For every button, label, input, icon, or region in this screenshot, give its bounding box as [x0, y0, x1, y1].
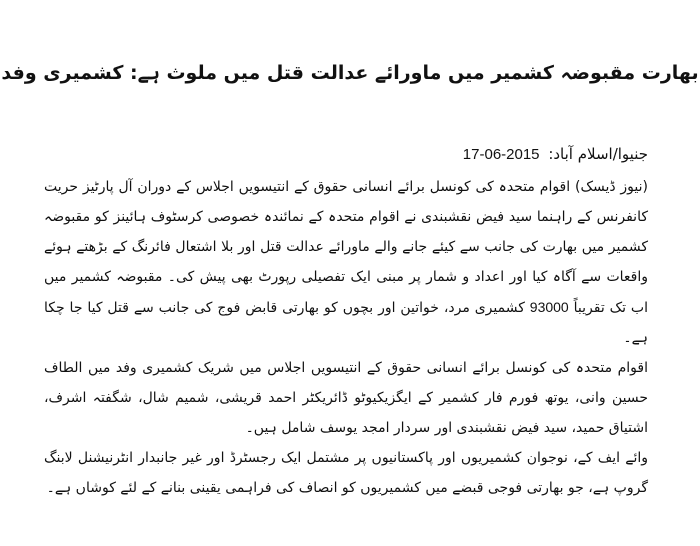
- article-body: [44, 172, 648, 503]
- paragraph-2: اقوام متحدہ کی کونسل برائے انسانی حقوق کے انتیسویں اجلاس میں شریک کشمیری وفد میں الطاف حسین وانی، یوتھ فورم فار کشمیر کے ایگزیکیوٹو ڈائریکٹر احمد قریشی، شمیم شال، شگفتہ اشرف، اشتیاق حمید، سید فیض نقشبندی اور سردار امجد یوسف شامل ہیں۔: [44, 360, 648, 436]
- paragraph-3: وائے ایف کے، نوجوان کشمیریوں اور پاکستانیوں پر مشتمل ایک رجسٹرڈ اور غیر جانبدار انٹرنیشنل لابنگ گروپ ہے، جو بھارتی فوجی قبضے میں کشمیریوں کو انصاف کی فراہمی یقینی بنانے کے لئے کوشاں ہے۔: [44, 450, 648, 496]
- dateline-date: 17-06-2015: [462, 146, 540, 163]
- casualty-count: 93000: [529, 299, 569, 315]
- dateline: [463, 143, 648, 166]
- article-headline: بھارت مقبوضہ کشمیر میں ماورائے عدالت قتل میں ملوث ہے: کشمیری وفد: [1, 62, 699, 84]
- paragraph-1-text-after: کشمیری مرد، خواتین اور بچوں کو بھارتی قابض فوج کی جانب سے قتل کیا جا چکا ہے۔: [44, 300, 648, 346]
- paragraph-1-text-before: (نیوز ڈیسک) اقوام متحدہ کی کونسل برائے انسانی حقوق کے انتیسویں اجلاس کے دوران آل پارٹیز حریت کانفرنس کے راہنما سید فیض نقشبندی نے اقوام متحدہ کے نمائندہ خصوصی کرسٹوف ہائینز کو مقبوضہ کشمیر میں بھارت کی جانب سے کیئے جانے والے ماورائے عدالت قتل اور بلا اشتعال فائرنگ کے بڑھتے ہوئے واقعات سے آگاہ کیا اور اعداد و شمار پر مبنی ایک تفصیلی رپورٹ بھی پیش کی۔ مقبوضہ کشمیر میں اب تک تقریباً: [44, 179, 649, 316]
- dateline-place: جنیوا/اسلام آباد:: [548, 145, 648, 163]
- paragraph-1: [44, 172, 648, 353]
